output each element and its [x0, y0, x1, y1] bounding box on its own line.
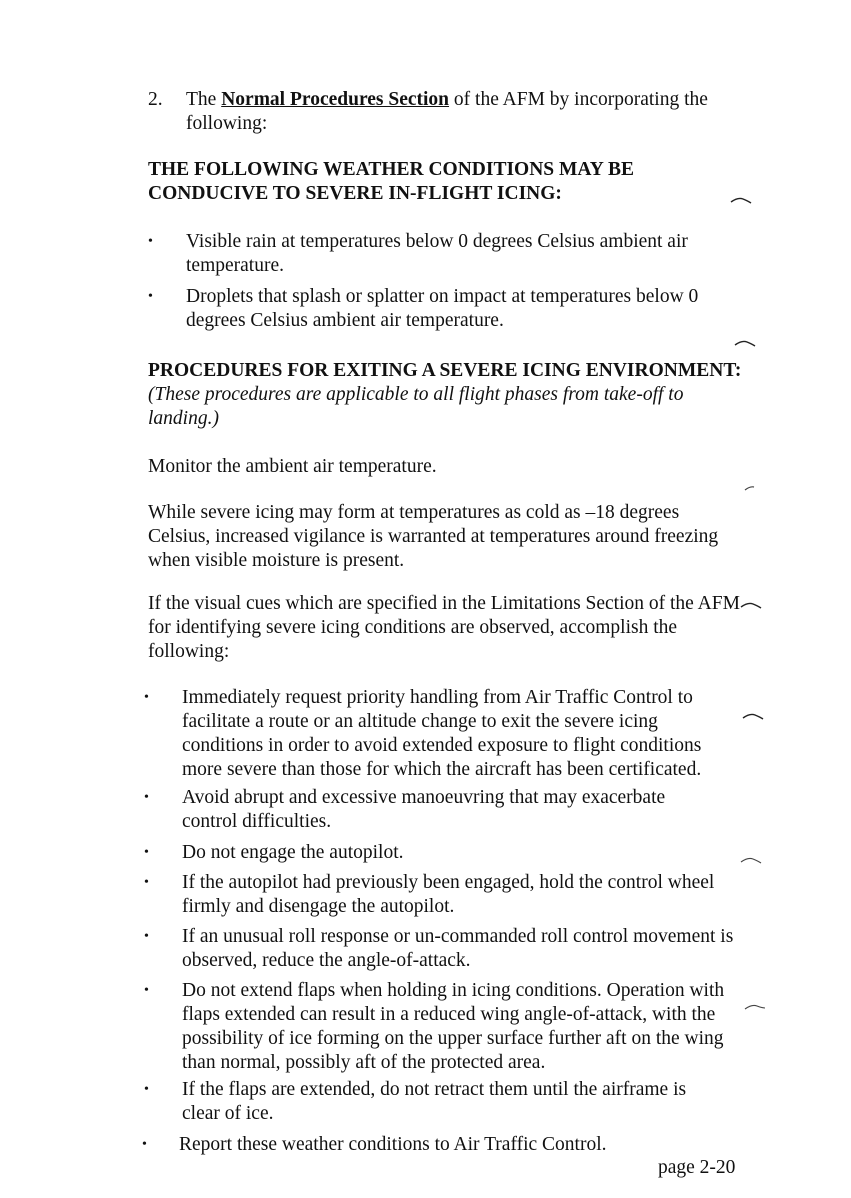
bullet-icon: • [148, 289, 153, 304]
margin-mark-icon [740, 601, 762, 609]
margin-mark-icon [744, 484, 766, 492]
paragraph-visual-cues: If the visual cues which are specified in the Limitations Section of the AFM for identifying severe icing conditions are observed, accomplish the following: [148, 593, 740, 662]
bullet-icon: • [144, 929, 149, 944]
item-intro [186, 88, 746, 136]
bullet-icon: • [144, 690, 149, 705]
list-item-text: Do not engage the autopilot. [182, 842, 404, 863]
bullet-icon: • [144, 845, 149, 860]
bullet-icon: • [144, 1082, 149, 1097]
procedures-heading-block [148, 359, 748, 431]
intro-pre: The [186, 89, 222, 110]
procedures-heading: PROCEDURES FOR EXITING A SEVERE ICING ENVIRONMENT: [148, 360, 742, 381]
paragraph-vigilance: While severe icing may form at temperatures as cold as –18 degrees Celsius, increased vigilance is warranted at temperatures around freezing when visible moisture is present. [148, 502, 719, 571]
margin-mark-icon [742, 712, 764, 720]
list-item-text: Droplets that splash or splatter on impact at temperatures below 0 degrees Celsius ambient air temperature. [186, 286, 699, 331]
bullet-icon: • [144, 983, 149, 998]
bullet-icon: • [144, 790, 149, 805]
margin-mark-icon [740, 856, 762, 864]
margin-mark-icon [734, 339, 756, 347]
list-item-text: If an unusual roll response or un-commanded roll control movement is observed, reduce the angle-of-attack. [182, 926, 734, 971]
margin-mark-icon [730, 196, 752, 204]
normal-procedures-section-link: Normal Procedures Section [221, 89, 450, 110]
list-item-text: Visible rain at temperatures below 0 degrees Celsius ambient air temperature. [186, 231, 688, 276]
paragraph-monitor: Monitor the ambient air temperature. [148, 456, 437, 477]
margin-mark-icon [744, 1003, 766, 1011]
intro-post: of the AFM by incorporating the following: [186, 89, 708, 134]
list-item-text: Immediately request priority handling from Air Traffic Control to facilitate a route or an altitude change to exit the severe icing conditions in order to avoid extended exposure to flight conditions more severe than those for which the aircraft has been certificated. [182, 687, 702, 780]
list-item-text: Do not extend flaps when holding in icing conditions. Operation with flaps extended can result in a reduced wing angle-of-attack, with the possibility of ice forming on the upper surface further aft on the wing than normal, possibly aft of the protected area. [182, 980, 725, 1073]
item-number: 2. [148, 89, 163, 110]
conditions-heading: THE FOLLOWING WEATHER CONDITIONS MAY BE CONDUCIVE TO SEVERE IN-FLIGHT ICING: [148, 159, 634, 204]
list-item-text: If the autopilot had previously been engaged, hold the control wheel firmly and disengage the autopilot. [182, 872, 715, 917]
bullet-icon: • [142, 1137, 147, 1152]
procedures-note: (These procedures are applicable to all flight phases from take-off to landing.) [148, 384, 684, 429]
bullet-icon: • [148, 234, 153, 249]
list-item-text: Avoid abrupt and excessive manoeuvring that may exacerbate control difficulties. [182, 787, 666, 832]
list-item-text: Report these weather conditions to Air Traffic Control. [179, 1134, 607, 1155]
bullet-icon: • [144, 875, 149, 890]
list-item-text: If the flaps are extended, do not retract them until the airframe is clear of ice. [182, 1079, 687, 1124]
page-number: page 2-20 [658, 1157, 736, 1178]
